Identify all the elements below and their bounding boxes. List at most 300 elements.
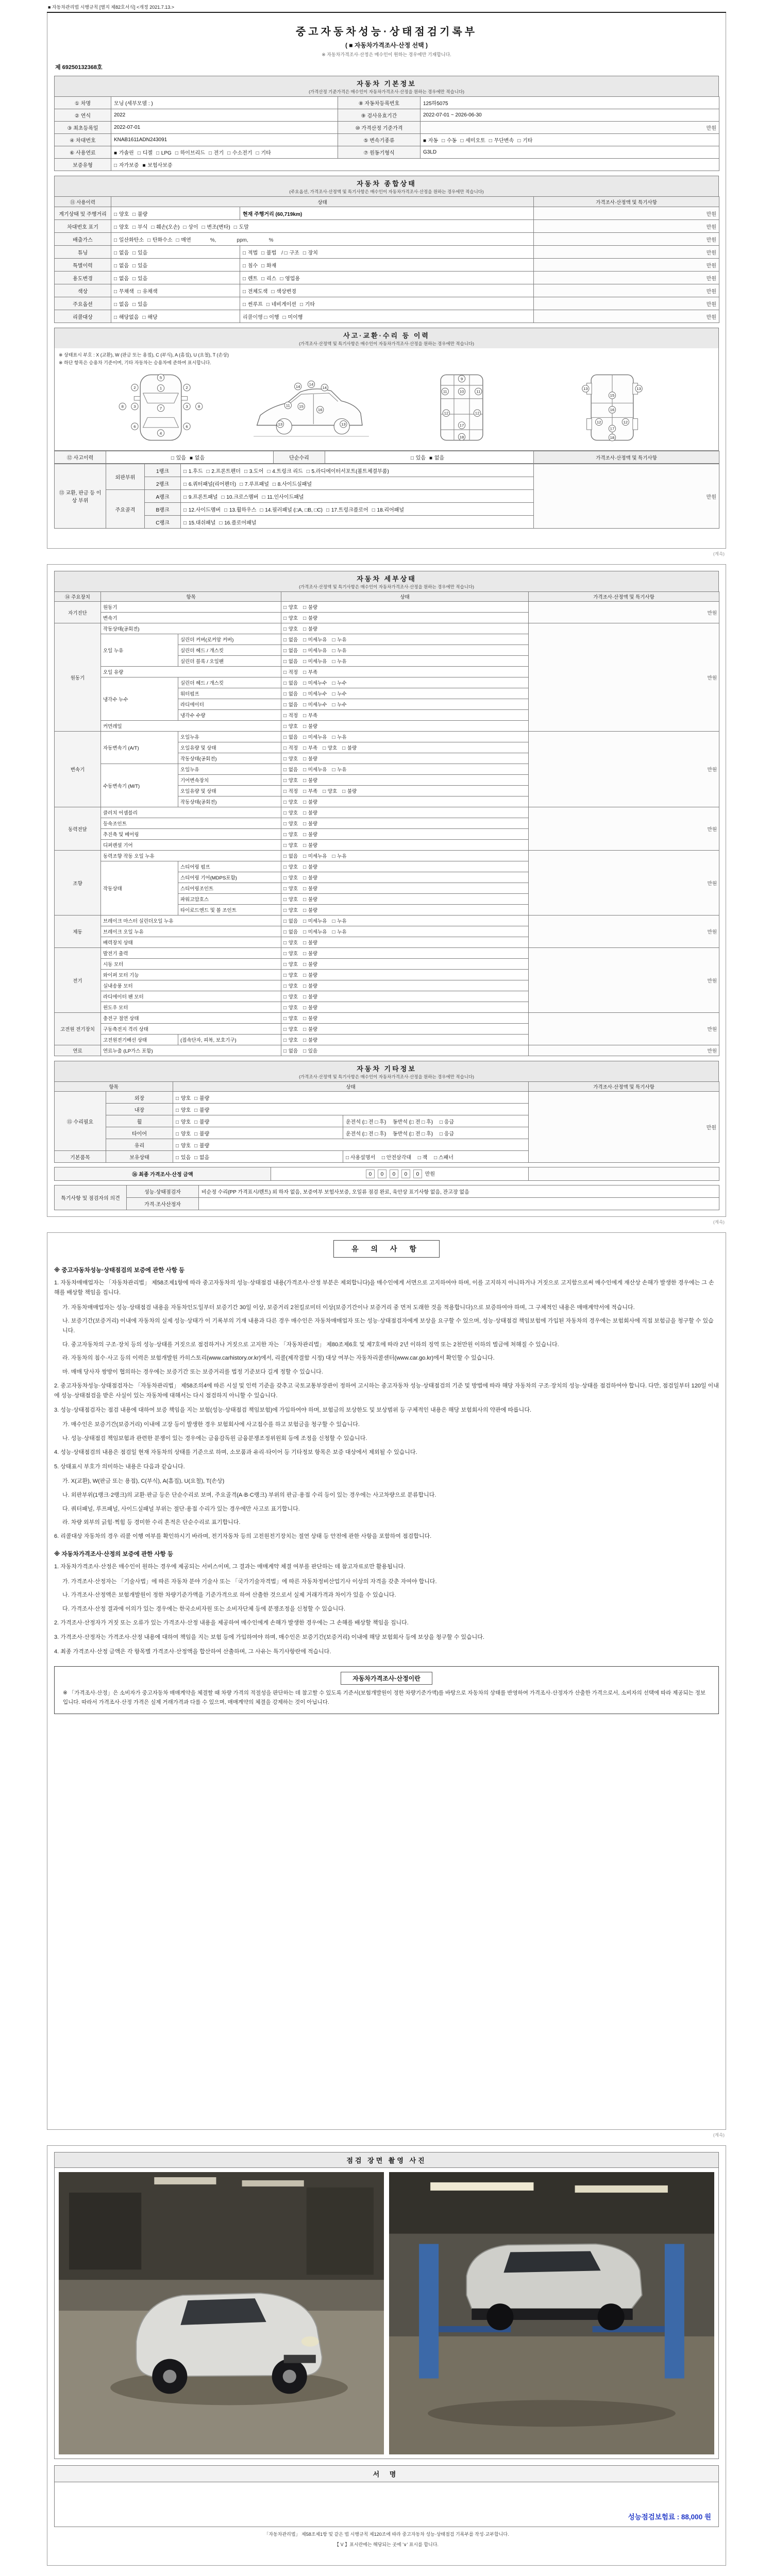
checkbox-미세누유[interactable]: □ 미세누유 [303,735,327,740]
checkbox-탄화수소[interactable]: □ 탄화수소 [147,237,173,243]
checkbox-적정[interactable]: □ 적정 [283,670,298,675]
checkbox-변조(변타)[interactable]: □ 변조(변타) [201,224,230,230]
checkbox-없음[interactable]: □ 없음 [283,681,298,686]
page-1 [47,13,726,549]
checkbox-미세누유[interactable]: □ 미세누유 [303,767,327,773]
status-options [281,688,529,699]
usage-item-label: 튜닝 [55,246,111,259]
summary-row [55,220,719,233]
status-options [111,220,534,233]
checkbox-18.리어패널[interactable]: □ 18.리어패널 [372,507,405,513]
checkbox-양호[interactable]: □ 양호 [283,962,298,968]
checkbox-적정[interactable]: □ 적정 [283,713,298,719]
svg-text:4: 4 [159,431,162,436]
detail-header [54,571,719,591]
status-options [281,721,529,732]
checkbox-있음[interactable]: □ 있음 [176,1155,191,1161]
diagram-frame-top [397,371,526,444]
device-subitem: 냉각수 수량 [178,710,281,721]
checkbox-있음[interactable]: □ 있음 [132,250,148,256]
accident-label: ⑫ 사고이력 [55,451,106,464]
extra-options[interactable]: 운전석 (□ 전 □ 후) 동반석 (□ 전 □ 후) □ 응급 [343,1127,529,1139]
checkbox-불량[interactable]: □ 불량 [303,940,318,946]
status-options [173,1127,343,1139]
notice-paragraph: 다. 가격조사·산정 결과에 이의가 있는 경우에는 한국소비자원 또는 소비자단체 등에 분쟁조정을 신청할 수 있습니다. [62,1605,345,1612]
checkbox-불량[interactable]: □ 불량 [303,1027,318,1032]
notice-paragraph: 1. 자동차가격조사·산정은 매수인이 원하는 경우에 제공되는 서비스이며, 그 결과는 매매계약 체결 여부를 판단하는 데 참고자료로만 활용됩니다. [54,1564,406,1570]
checkbox-부족[interactable]: □ 부족 [303,670,318,675]
price-cell: 만원 [529,1013,719,1045]
device-group: 고전원 전기장치 [55,1013,101,1045]
checkbox-하이브리드[interactable]: □ 하이브리드 [175,150,205,156]
device-item: 실내송풍 모터 [101,980,281,991]
checkbox-누유[interactable]: □ 누유 [332,735,347,740]
checkbox-있음[interactable]: □ 있음 [132,263,148,269]
checkbox-불량[interactable]: □ 불량 [303,724,318,730]
checkbox-불량[interactable]: □ 불량 [303,616,318,621]
checkbox-양호[interactable]: □ 양호 [283,821,298,827]
checkbox-양호[interactable]: □ 양호 [176,1095,191,1101]
notice-paragraph: 6. 리콜대상 자동차의 경우 리콜 이행 여부를 확인하시기 바라며, 전기자동차 등의 고전원전기장치는 절연 상태 등 안전에 관한 사항을 포함하여 점검합니다. [54,1533,432,1539]
checkbox-미세누유[interactable]: □ 미세누유 [303,919,327,924]
checkbox-자동[interactable]: ■ 자동 [423,138,439,144]
checkbox-누유[interactable]: □ 누유 [332,637,347,643]
usage-item-label: 색상 [55,284,111,297]
checkbox-없음[interactable]: □ 없음 [283,919,298,924]
checkbox-없음[interactable]: □ 없음 [283,648,298,654]
checkbox-불량[interactable]: □ 불량 [303,626,318,632]
svg-text:1: 1 [159,386,162,391]
checkbox-불량[interactable]: □ 불량 [303,886,318,892]
checkbox-양호[interactable]: □ 양호 [283,973,298,978]
svg-text:10: 10 [459,389,464,394]
checkbox-5.라디에이터서포트(볼트체결부품)[interactable]: □ 5.라디에이터서포트(볼트체결부품) [306,468,389,474]
checkbox-9.프론트패널[interactable]: □ 9.프론트패널 [183,494,218,500]
svg-text:2: 2 [133,385,136,391]
checkbox-불량[interactable]: □ 불량 [194,1095,210,1101]
checkbox-화재[interactable]: □ 화재 [261,263,277,269]
checkbox-누유[interactable]: □ 누유 [332,659,347,665]
checkbox-7.루프패널[interactable]: □ 7.루프패널 [240,481,269,487]
checkbox-없음[interactable]: □ 없음 [283,1048,298,1054]
price-cell: 만원 [529,807,719,851]
svg-text:8: 8 [198,404,200,409]
detail-row [55,851,719,861]
checkbox-양호[interactable]: □ 양호 [283,1016,298,1022]
notice-paragraph: 마. 매매 당사자 쌍방이 협의하는 경우에는 보증기간 또는 보증거리를 법정 기준보다 길게 정할 수 있습니다. [62,1368,323,1375]
checkbox-없음[interactable]: □ 없음 [283,691,298,697]
notice-paragraph: 가. 매수인은 보증기간(보증거리) 이내에 고장 등이 발생한 경우 보험회사에 사고접수를 하고 보험금을 청구할 수 있습니다. [62,1421,360,1428]
checkbox-해당없음[interactable]: □ 해당없음 [114,314,139,320]
checkbox-없음[interactable]: □ 없음 [283,767,298,773]
device-item: 커먼레일 [101,721,281,732]
checkbox-양호[interactable]: □ 양호 [114,224,129,230]
checkbox-양호[interactable]: □ 양호 [176,1143,191,1149]
fuel-options [111,146,338,159]
checkbox-적정[interactable]: □ 적정 [283,745,298,751]
checkbox-불량[interactable]: □ 불량 [303,865,318,870]
checkbox-불량[interactable]: □ 불량 [303,756,318,762]
price-cell: 만원 [529,732,719,807]
etc-title: 자동차 기타정보 [357,1065,416,1073]
checkbox-매연[interactable]: □ 매연 [176,237,191,243]
first-reg-label: ③ 최초등록일 [55,122,111,134]
checkbox-있음[interactable]: □ 있음 [410,455,426,461]
checkbox-양호[interactable]: □ 양호 [283,778,298,784]
checkbox-양호[interactable]: □ 양호 [283,616,298,621]
checkbox-미이행[interactable]: □ 미이행 [282,314,303,320]
status-options [281,937,529,948]
checkbox-있음[interactable]: □ 있음 [303,1048,318,1054]
status-options [281,796,529,807]
status-options [281,991,529,1002]
checkbox-14.필러패널 (□A, □B, □C)[interactable]: □ 14.필러패널 (□A, □B, □C) [260,507,323,513]
signature-area[interactable] [55,2482,718,2527]
status-options [281,786,529,796]
checkbox-미세누유[interactable]: □ 미세누유 [303,854,327,859]
checkbox-불량[interactable]: □ 불량 [303,1005,318,1011]
checkbox-불량[interactable]: □ 불량 [303,843,318,849]
panel-rank: A랭크 [145,490,181,503]
notice-paragraph: 라. 차량 외부의 긁힘·찍힘 등 경미한 수리 흔적은 단순수리로 표기합니다. [62,1519,241,1526]
checkbox-부식[interactable]: □ 부식 [132,224,148,230]
checkbox-부족[interactable]: □ 부족 [303,713,318,719]
checkbox-미세누유[interactable]: □ 미세누유 [303,659,327,665]
checkbox-불량[interactable]: □ 불량 [303,832,318,838]
checkbox-10.크로스멤버[interactable]: □ 10.크로스멤버 [221,494,259,500]
checkbox-기타[interactable]: □ 기타 [299,301,315,308]
checkbox-불량[interactable]: □ 불량 [303,605,318,611]
status-options [281,872,529,883]
notice-paragraph: 5. 상태표시 부호가 의미하는 내용은 다음과 같습니다. [54,1464,185,1470]
checkbox-불량[interactable]: □ 불량 [303,951,318,957]
checkbox-수소전기[interactable]: □ 수소전기 [227,150,253,156]
checkbox-6.쿼터패널(리어펜더)[interactable]: □ 6.쿼터패널(리어펜더) [183,481,237,487]
price-cell: 만원 [529,1045,719,1056]
device-item: 동력조향 작동 오일 누유 [101,851,281,861]
checkbox-8.사이드실패널[interactable]: □ 8.사이드실패널 [272,481,312,487]
checkbox-양호[interactable]: □ 양호 [323,789,338,794]
checkbox-훼손(오손)[interactable]: □ 훼손(오손) [151,224,180,230]
checkbox-양호[interactable]: □ 양호 [283,724,298,730]
checkbox-불량[interactable]: □ 불량 [303,973,318,978]
checkbox-없음[interactable]: □ 없음 [114,250,129,256]
device-item: 등속조인트 [101,818,281,829]
status-options [111,259,240,272]
checkbox-이행[interactable]: □ 이행 [264,314,279,320]
checkbox-전기[interactable]: □ 전기 [208,150,224,156]
checkbox-불량[interactable]: □ 불량 [303,810,318,816]
checkbox-없음[interactable]: □ 없음 [283,637,298,643]
status-options [281,851,529,861]
checkbox-보험사보증[interactable]: ■ 보험사보증 [142,163,173,168]
svg-text:5: 5 [159,375,162,380]
checkbox-있음[interactable]: □ 있음 [132,276,148,282]
checkbox-양호[interactable]: □ 양호 [176,1107,191,1113]
device-subitem: 실린더 커버(로커암 커버) [178,634,281,645]
checkbox-양호[interactable]: □ 양호 [283,810,298,816]
svg-text:14: 14 [322,385,327,391]
checkbox-상이[interactable]: □ 상이 [183,224,198,230]
device-item: 냉각수 누수 [101,677,178,721]
checkbox-1.후드[interactable]: □ 1.후드 [183,468,203,474]
checkbox-리스[interactable]: □ 리스 [261,276,277,282]
notice-paragraph: 2. 중고자동차성능·상태점검자는 「자동차관리법」 제58조의4에 따른 시설 및 인력 기준을 갖추고 국토교통부장관이 정하여 고시하는 중고자동차 성능·상태점검의 기준 및 방법에 따라 해당 자동차의 구조·장치의 성능·상태를 점검하여야 합니다. 다만, 점검일부터 120일 이내에 성능·상태점검을 받은 사실이 있는 자동차에 대해서는 다시 점검하지 아니할 수 있습니다. [54,1382,719,1399]
checkbox-유채색[interactable]: □ 유채색 [137,289,158,295]
checkbox-없음[interactable]: □ 없음 [194,1155,210,1161]
panel-items [181,516,534,529]
checkbox-없음[interactable]: □ 없음 [283,702,298,708]
checkbox-양호[interactable]: □ 양호 [283,994,298,1000]
device-item: 윈도우 모터 [101,1002,281,1013]
checkbox-양호[interactable]: □ 양호 [283,1005,298,1011]
checkbox-양호[interactable]: □ 양호 [323,745,338,751]
checkbox-양호[interactable]: □ 양호 [283,897,298,903]
checkbox-미세누수[interactable]: □ 미세누수 [303,681,327,686]
checkbox-LPG[interactable]: □ LPG [156,150,172,156]
status-options [281,1024,529,1035]
price-cell: 만원 [534,259,719,272]
detail-title: 자동차 세부상태 [357,575,416,583]
checkbox-구조[interactable]: □ 구조 [284,250,299,256]
panel-items [181,477,534,490]
checkbox-불법[interactable]: □ 불법 [261,250,277,256]
checkbox-불량[interactable]: □ 불량 [303,800,318,805]
checkbox-4.트렁크 리드[interactable]: □ 4.트렁크 리드 [267,468,303,474]
device-item: 수동변속기 (M/T) [101,764,178,807]
checkbox-16.플로어패널[interactable]: □ 16.플로어패널 [219,520,257,526]
device-item: 충전구 절연 상태 [101,1013,281,1024]
summary-table [54,196,719,323]
device-group: 제동 [55,916,101,948]
status-options [281,775,529,786]
checkbox-부족[interactable]: □ 부족 [303,745,318,751]
panel-items [181,503,534,516]
checkbox-가솔린[interactable]: ■ 가솔린 [114,150,134,156]
panel-rank: C랭크 [145,516,181,529]
checkbox-13.휠하우스[interactable]: □ 13.휠하우스 [224,507,257,513]
checkbox-2.프론트펜더[interactable]: □ 2.프론트펜더 [206,468,241,474]
detail-row [55,732,719,742]
checkbox-해당[interactable]: □ 해당 [142,314,158,320]
checkbox-없음[interactable]: □ 없음 [114,263,129,269]
detail-col-item: 항목 [101,592,281,602]
checkbox-양호[interactable]: □ 양호 [283,626,298,632]
checkbox-17.트렁크플로어[interactable]: □ 17.트렁크플로어 [326,507,368,513]
notice-paragraph: 3. 가격조사·산정자는 가격조사·산정 내용에 대하여 책임을 지는 보험 등에 가입하여야 하며, 매수인은 보증기간(보증거리) 이내에 해당 보험회사 등에 보상을 청구할 수 있습니다. [54,1634,484,1640]
checkbox-없음[interactable]: ■ 없음 [429,455,445,461]
checkbox-없음[interactable]: □ 없음 [283,659,298,665]
svg-text:17: 17 [459,423,464,428]
checkbox-없음[interactable]: □ 없음 [283,854,298,859]
checkbox-양호[interactable]: □ 양호 [283,1027,298,1032]
checkbox-불량[interactable]: □ 불량 [303,778,318,784]
checkbox-양호[interactable]: □ 양호 [283,984,298,989]
checkbox-15.대쉬패널[interactable]: □ 15.대쉬패널 [183,520,216,526]
checkbox-불량[interactable]: □ 불량 [303,962,318,968]
checkbox-장치[interactable]: □ 장치 [303,250,318,256]
svg-text:12: 12 [475,411,480,416]
checkbox-누수[interactable]: □ 누수 [332,691,347,697]
detail-row [55,623,719,634]
checkbox-불량[interactable]: □ 불량 [303,1016,318,1022]
svg-text:6: 6 [133,424,136,429]
engine-type-label: ⑦ 원동기형식 [338,146,421,159]
checkbox-썬루프[interactable]: □ 썬루프 [243,301,263,308]
device-group: 연료 [55,1045,101,1056]
checkbox-양호[interactable]: □ 양호 [283,1038,298,1043]
checkbox-불량[interactable]: □ 불량 [303,994,318,1000]
price-cell: 만원 [534,284,719,297]
device-subitem: 작동상태(공회전) [178,796,281,807]
checkbox-누유[interactable]: □ 누유 [332,929,347,935]
checkbox-자가보증[interactable]: □ 자가보증 [114,163,139,168]
checkbox-불량[interactable]: □ 불량 [194,1107,210,1113]
etc-col-item: 항목 [55,1082,173,1092]
checkbox-양호[interactable]: □ 양호 [283,800,298,805]
checkbox-불량[interactable]: □ 불량 [342,789,357,794]
checkbox-불량[interactable]: □ 불량 [194,1119,210,1125]
checkbox-누수[interactable]: □ 누수 [332,681,347,686]
price-cell: 만원 [529,916,719,948]
checkbox-불량[interactable]: □ 불량 [303,908,318,913]
checkbox-렌트[interactable]: □ 렌트 [243,276,258,282]
exchange-label: ⑬ 교환, 판금 등 이상 부위 [55,464,106,529]
inspection-photo-1 [59,2172,384,2454]
notice-paragraph: 라. 자동차의 침수·사고 등의 이력은 보험개발원 카히스토리(www.carhistory.or.kr)에서, 리콜(제작결함 시정) 대상 여부는 자동차리콜센터(www.car.go.kr)에서 확인할 수 있습니다. [62,1355,495,1362]
checkbox-양호[interactable]: □ 양호 [283,940,298,946]
status-options [173,1092,529,1104]
checkbox-불량[interactable]: □ 불량 [303,821,318,827]
checkbox-불량[interactable]: □ 불량 [303,1038,318,1043]
checkbox-3.도어[interactable]: □ 3.도어 [244,468,264,474]
checkbox-양호[interactable]: □ 양호 [283,951,298,957]
checkbox-불량[interactable]: □ 불량 [303,875,318,881]
checkbox-누유[interactable]: □ 누유 [332,854,347,859]
checkbox-불량[interactable]: □ 불량 [342,745,357,751]
status-options [281,699,529,710]
checkbox-미세누유[interactable]: □ 미세누유 [303,637,327,643]
checkbox-색상변경[interactable]: □ 색상변경 [271,289,296,295]
device-subitem: 실린더 헤드 / 개스킷 [178,645,281,656]
final-price-digits [271,1167,529,1181]
checkbox-미세누유[interactable]: □ 미세누유 [303,929,327,935]
checkbox-디젤[interactable]: □ 디젤 [137,150,153,156]
detail-options: □ 적법 □ 불법 / □ 구조 □ 장치 [240,246,534,259]
checkbox-불량[interactable]: □ 불량 [303,897,318,903]
checkbox-양호[interactable]: □ 양호 [283,756,298,762]
checkbox-세미오토[interactable]: □ 세미오토 [460,138,485,144]
state-code-legend: ※ 상태표시 부호 : X (교환), W (판금 또는 용접), C (부식), A (흠집), U (요철), T (손상) [59,352,229,358]
status-options [281,916,529,926]
final-price-table [54,1167,719,1181]
checkbox-무단변속[interactable]: □ 무단변속 [489,138,514,144]
extra-options[interactable]: □ 사용설명서 □ 안전삼각대 □ 잭 □ 스패너 [343,1151,529,1163]
checkbox-네비게이션[interactable]: □ 네비게이션 [266,301,296,308]
document-number: 제 69250132368호 [55,64,103,71]
panel-group: 외판부위 [106,464,145,490]
summary-col-price: 가격조사·산정액 및 특기사항 [534,197,719,207]
checkbox-양호[interactable]: □ 양호 [283,908,298,913]
usage-item-label: 리콜대상 [55,310,111,323]
checkbox-도말[interactable]: □ 도말 [233,224,249,230]
checkbox-미세누수[interactable]: □ 미세누수 [303,691,327,697]
status-options [281,645,529,656]
checkbox-일산화탄소[interactable]: □ 일산화탄소 [114,237,144,243]
status-options [111,207,240,220]
checkbox-수동[interactable]: □ 수동 [442,138,457,144]
checkbox-불량[interactable]: □ 불량 [303,984,318,989]
checkbox-적법[interactable]: □ 적법 [243,250,258,256]
checkbox-누유[interactable]: □ 누유 [332,919,347,924]
checkbox-미세누수[interactable]: □ 미세누수 [303,702,327,708]
checkbox-누유[interactable]: □ 누유 [332,648,347,654]
checkbox-불량[interactable]: □ 불량 [194,1143,210,1149]
checkbox-양호[interactable]: □ 양호 [283,843,298,849]
checkbox-누유[interactable]: □ 누유 [332,767,347,773]
checkbox-양호[interactable]: □ 양호 [283,886,298,892]
summary-row [55,259,719,272]
checkbox-영업용[interactable]: □ 영업용 [280,276,300,282]
checkbox-있음[interactable]: □ 있음 [171,455,186,461]
checkbox-양호[interactable]: □ 양호 [283,605,298,611]
panel-rank: 1랭크 [145,464,181,477]
checkbox-침수[interactable]: □ 침수 [243,263,258,269]
checkbox-없음[interactable]: □ 없음 [283,735,298,740]
inspector-label: 성능·상태점검자 [127,1185,199,1198]
device-subitem: 실린더 블록 / 오일팬 [178,656,281,667]
svg-text:16: 16 [610,408,615,413]
checkbox-없음[interactable]: □ 없음 [114,301,129,308]
checkbox-미세누유[interactable]: □ 미세누유 [303,648,327,654]
checkbox-없음[interactable]: □ 없음 [283,929,298,935]
checkbox-기타[interactable]: □ 기타 [256,150,271,156]
vin-value: KNAB1611ADN243091 [111,134,338,146]
status-options [281,667,529,677]
checkbox-양호[interactable]: □ 양호 [283,865,298,870]
checkbox-없음[interactable]: □ 없음 [114,276,129,282]
checkbox-양호[interactable]: □ 양호 [176,1131,191,1137]
notice-paragraph: 가. X(교환), W(판금 또는 용접), C(부식), A(흠집), U(요철), T(손상) [62,1478,225,1485]
status-options [281,970,529,980]
checkbox-11.인사이드패널[interactable]: □ 11.인사이드패널 [262,494,304,500]
checkbox-적정[interactable]: □ 적정 [283,789,298,794]
price-definition-box [54,1666,719,1714]
checkbox-양호[interactable]: □ 양호 [283,832,298,838]
checkbox-12.사이드멤버[interactable]: □ 12.사이드멤버 [183,507,221,513]
status-options [281,807,529,818]
checkbox-불량[interactable]: □ 불량 [194,1131,210,1137]
checkbox-없음[interactable]: ■ 없음 [190,455,205,461]
checkbox-있음[interactable]: □ 있음 [132,301,148,308]
checkbox-기타[interactable]: □ 기타 [517,138,533,144]
status-options [281,861,529,872]
extra-options[interactable]: 운전석 (□ 전 □ 후) 동반석 (□ 전 □ 후) □ 응급 [343,1115,529,1127]
checkbox-양호[interactable]: □ 양호 [176,1119,191,1125]
checkbox-전체도색[interactable]: □ 전체도색 [243,289,268,295]
checkbox-양호[interactable]: □ 양호 [283,875,298,881]
checkbox-부족[interactable]: □ 부족 [303,789,318,794]
checkbox-누수[interactable]: □ 누수 [332,702,347,708]
detail-row [55,948,719,959]
device-item: 브레이크 오일 누유 [101,926,281,937]
checkbox-불량[interactable]: □ 불량 [132,211,148,217]
checkbox-양호[interactable]: □ 양호 [114,211,129,217]
device-item: 와이퍼 모터 기능 [101,970,281,980]
price-cell: 만원 [534,272,719,284]
notice-heading: ※ 중고자동차성능·상태점검의 보증에 관한 사항 등 [54,1267,185,1274]
checkbox-무채색[interactable]: □ 무채색 [114,289,134,295]
